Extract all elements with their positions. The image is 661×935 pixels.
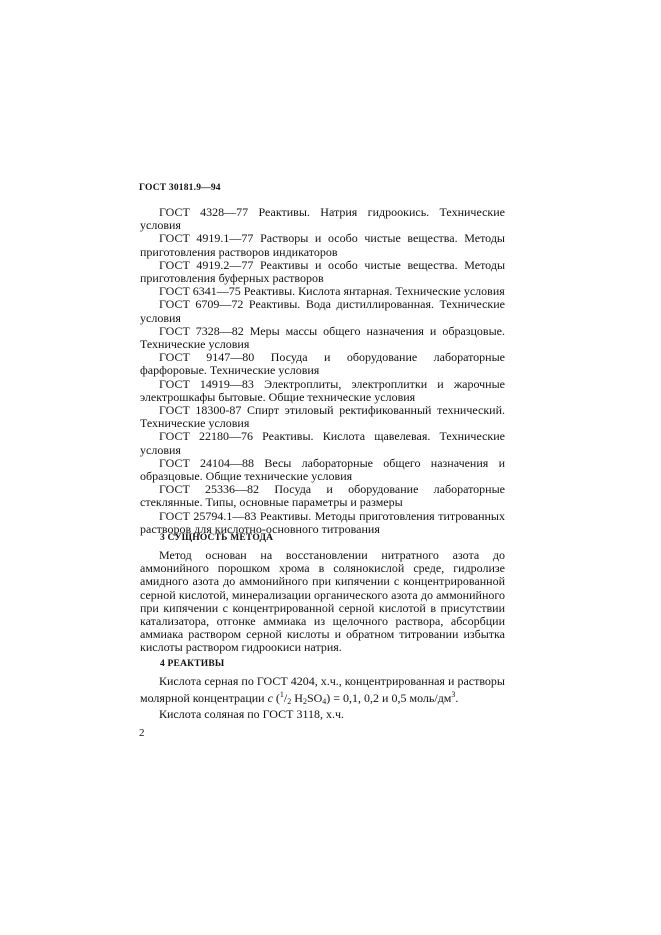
reference-item: ГОСТ 4919.1—77 Растворы и особо чистые вещества. Методы приготовления растворов индикаторов	[140, 231, 505, 259]
reference-item: ГОСТ 25336—82 Посуда и оборудование лабораторные стеклянные. Типы, основные параметры и размеры	[140, 482, 505, 510]
reference-item: ГОСТ 24104—88 Весы лабораторные общего назначения и образцовые. Общие технические условия	[140, 455, 505, 484]
reference-item: ГОСТ 22180—76 Реактивы. Кислота щавелевая. Технические условия	[140, 429, 505, 457]
reference-item: ГОСТ 18300-87 Спирт этиловый ректификованный технический. Технические условия	[140, 403, 505, 431]
section-4-heading: 4 РЕАКТИВЫ	[160, 659, 225, 669]
reference-item: ГОСТ 14919—83 Электроплиты, электроплитки и жарочные электрошкафы бытовые. Общие технические условия	[140, 376, 505, 404]
section-3-body	[140, 549, 505, 655]
sulfuric-acid-paragraph	[140, 675, 505, 708]
reference-item: ГОСТ 7328—82 Меры массы общего назначения и образцовые. Технические условия	[140, 323, 505, 352]
reference-item: ГОСТ 6341—75 Реактивы. Кислота янтарная. Технические условия	[159, 284, 505, 299]
page-number: 2	[139, 727, 145, 739]
reference-item: ГОСТ 25794.1—83 Реактивы. Методы приготовления титрованных растворов для кислотно-основного титрования	[140, 508, 505, 536]
section-4-body	[140, 675, 505, 722]
hydrochloric-acid-paragraph: Кислота соляная по ГОСТ 3118, х.ч.	[159, 707, 345, 722]
reference-item: ГОСТ 4328—77 Реактивы. Натрия гидроокись. Технические условия	[140, 205, 505, 233]
section-3-heading: 3 СУЩНОСТЬ МЕТОДА	[160, 533, 274, 543]
reference-item: ГОСТ 6709—72 Реактивы. Вода дистиллированная. Технические условия	[140, 297, 505, 325]
sulfuric-acid-text: Кислота серная по ГОСТ 4204, х.ч., концентрированная и растворы молярной концентрации	[140, 674, 505, 706]
normative-references-list	[140, 206, 505, 536]
reference-item: ГОСТ 9147—80 Посуда и оборудование лабораторные фарфоровые. Технические условия	[140, 350, 505, 378]
concentration-formula: c ($^1/_2$ $H_2SO_4) = 0,1$, 0,2 и 0,5 моль/$дм^3$.	[267, 690, 459, 707]
document-code-header: ГОСТ 30181.9—94	[139, 183, 221, 193]
section-3-paragraph: Метод основан на восстановлении нитратного азота до аммонийного порошком хрома в солянокислой среде, гидролизе амидного азота до аммонийного при кипячении с концентрированной серной кислотой, минерализации органического азота до аммонийного при кипячении с концентрированной серной кислотой в присутствии катализатора, отгонке аммиака из щелочного раствора, абсорбции аммиака раствором серной кислоты и обратном титровании избытка кислоты раствором гидроокиси натрия.	[140, 548, 505, 655]
reference-item: ГОСТ 4919.2—77 Реактивы и особо чистые вещества. Методы приготовления буферных растворов	[140, 257, 505, 286]
